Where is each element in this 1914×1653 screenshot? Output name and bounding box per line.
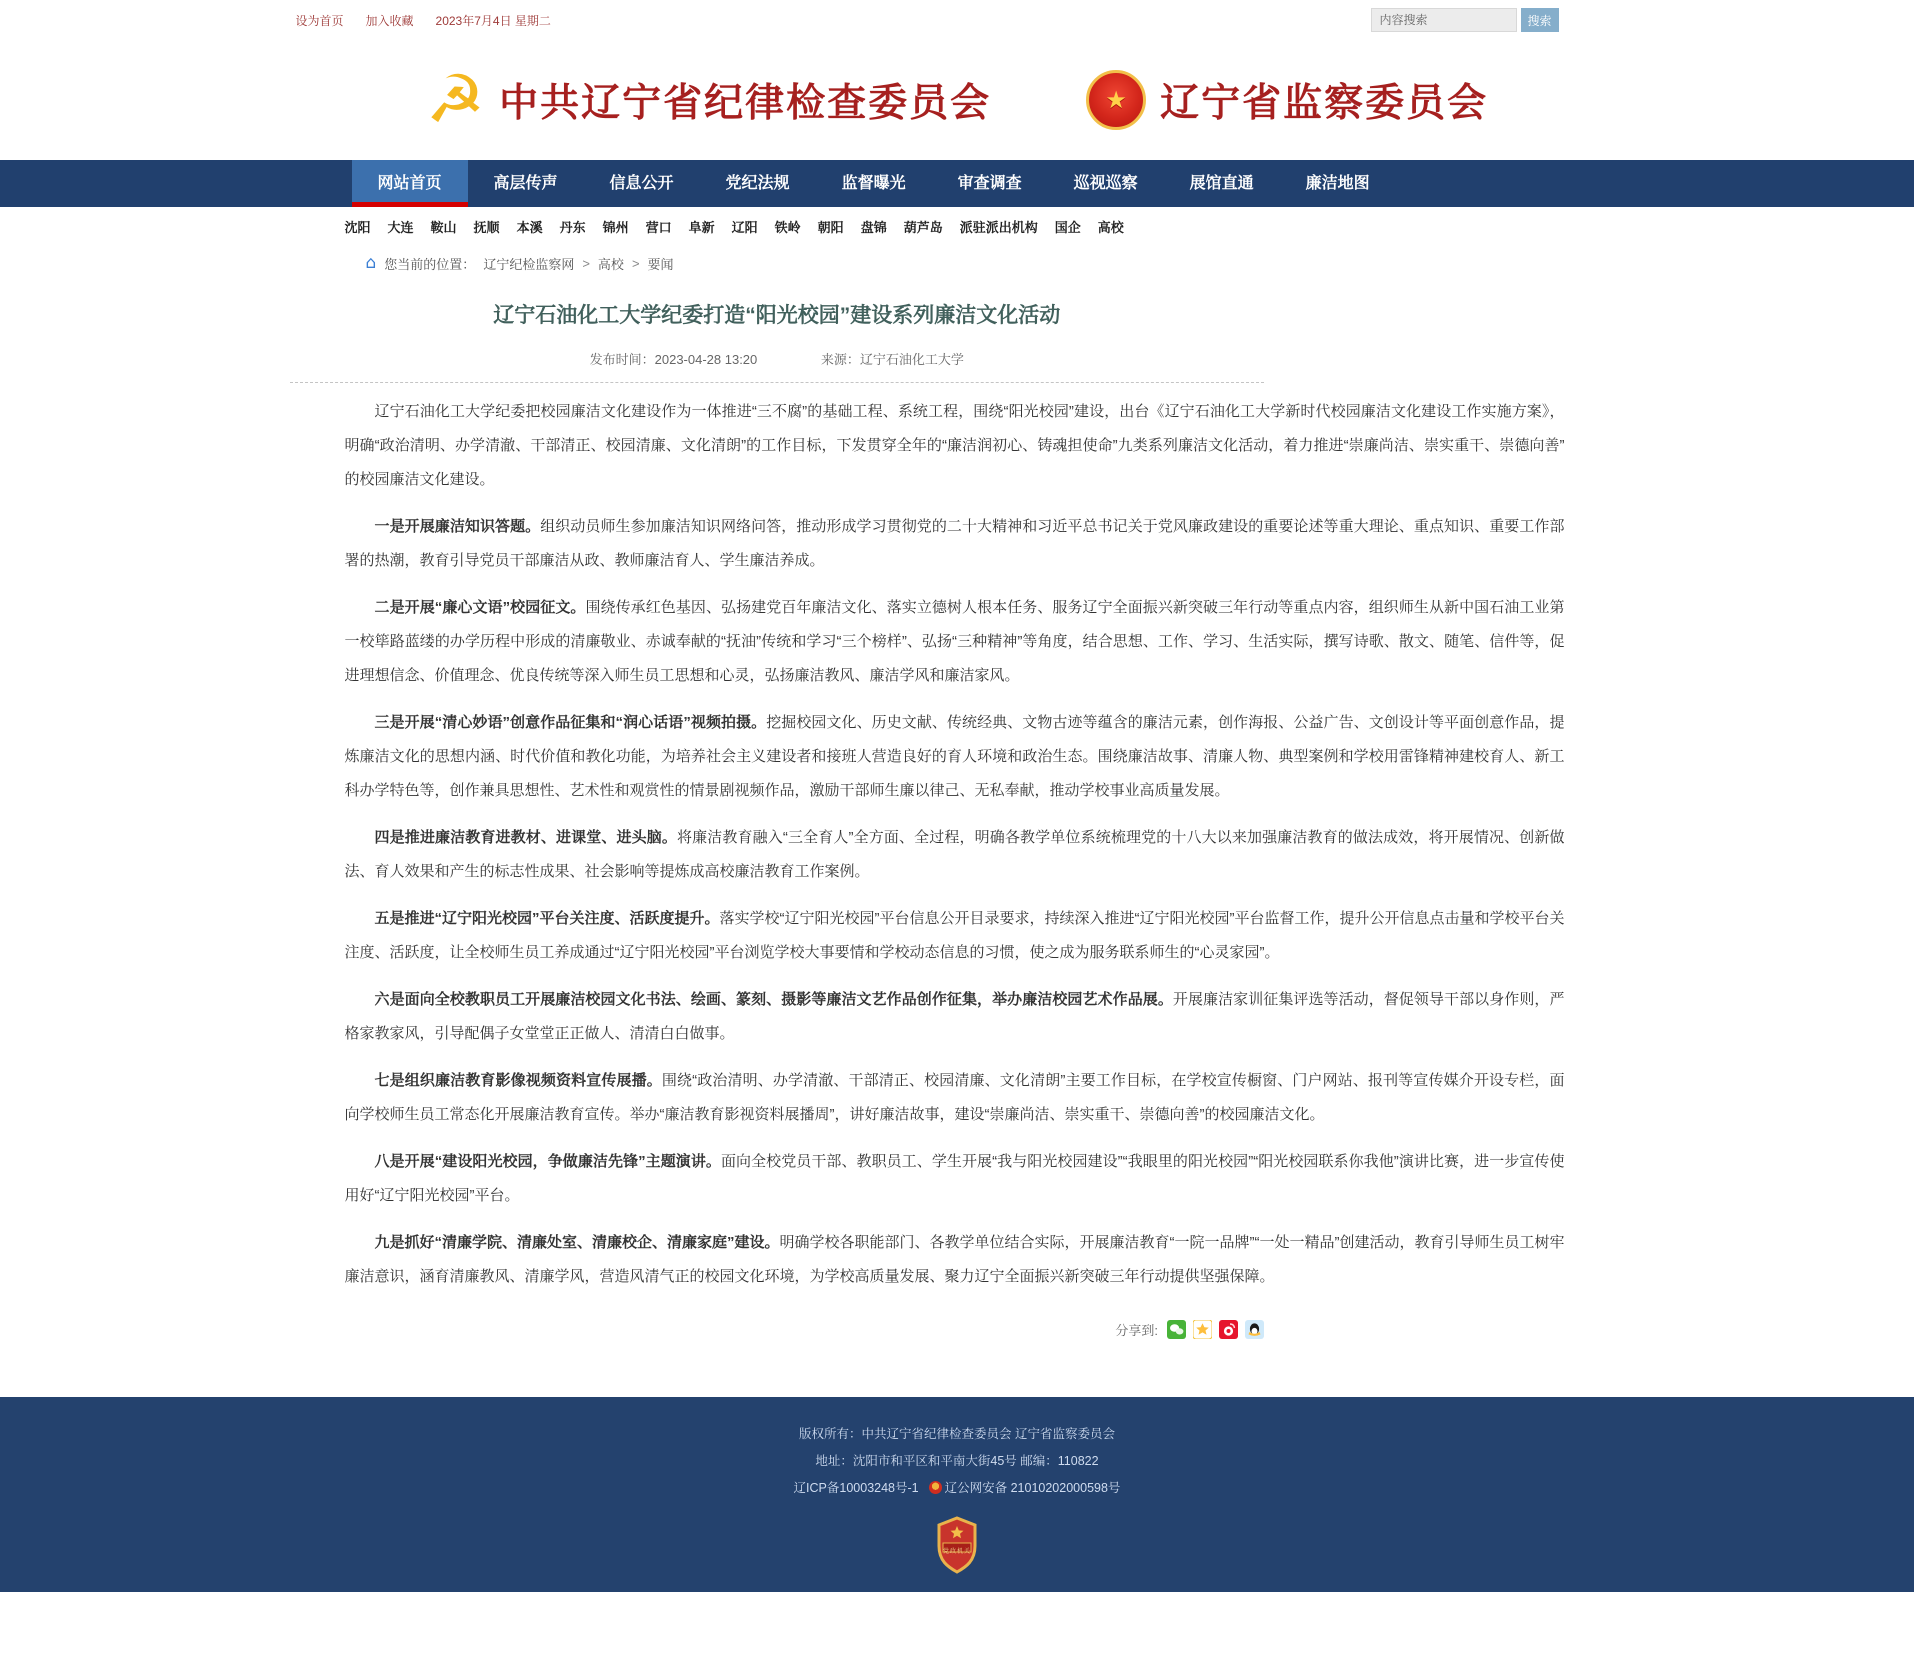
subnav-item-dandong[interactable]: 丹东 — [559, 219, 586, 235]
subnav-item-gaoxiao[interactable]: 高校 — [1097, 219, 1124, 235]
article-head — [290, 299, 1265, 383]
publish-time-value: 2023-04-28 13:20 — [654, 351, 758, 367]
publish-time-label: 发布时间： — [589, 351, 655, 367]
paragraph-lead: 一是开展廉洁知识答题。 — [374, 517, 541, 535]
paragraph-text: 挖掘校园文化、历史文献、传统经典、文物古迹等蕴含的廉洁元素，创作海报、公益广告、文创设计等平面创意作品，提炼廉洁文化的思想内涵、时代价值和教化功能，为培养社会主义建设者和接班人营造良好的育人环境和政治生态。围绕廉洁故事、清廉人物、典型案例和学校用雷锋精神建校育人、新工科办学特色等，创作兼具思想性、艺术性和观赏性的情景剧视频作品，激励干部师生廉以律己、无私奉献，推动学校事业高质量发展。 — [344, 713, 1565, 799]
paragraph-lead: 八是开展“建设阳光校园，争做廉洁先锋”主题演讲。 — [374, 1152, 721, 1170]
city-subnav — [0, 207, 1914, 245]
main-navbar — [0, 160, 1914, 207]
beian-badge-icon — [929, 1481, 942, 1494]
beian-link[interactable]: 辽公网安备 21010202000598号 — [944, 1480, 1121, 1495]
subnav-item-panjin[interactable]: 盘锦 — [860, 219, 887, 235]
national-emblem-icon — [1086, 70, 1146, 130]
breadcrumb — [0, 245, 1914, 281]
brand-supervisory-commission[interactable] — [1086, 70, 1488, 130]
subnav-item-jinzhou[interactable]: 锦州 — [602, 219, 629, 235]
subnav-item-chaoyang[interactable]: 朝阳 — [817, 219, 844, 235]
site-title-supervisory-commission: 辽宁省监察委员会 — [1160, 82, 1489, 125]
nav-item-jiandu[interactable]: 监督曝光 — [841, 174, 906, 192]
nav-item-home[interactable]: 网站首页 — [352, 160, 468, 207]
nav-item-gaoceng[interactable]: 高层传声 — [493, 174, 558, 192]
site-title-discipline-commission: 中共辽宁省纪律检查委员会 — [499, 82, 992, 125]
nav-item-xinxi[interactable]: 信息公开 — [609, 174, 674, 192]
article-paragraph — [345, 983, 1565, 1051]
subnav-item-fushun[interactable]: 抚顺 — [473, 219, 500, 235]
breadcrumb-category-link[interactable]: 要闻 — [647, 256, 674, 272]
footer-address: 地址：沈阳市和平区和平南大街45号 邮编：110822 — [815, 1453, 1099, 1468]
subnav-item-anshan[interactable]: 鞍山 — [430, 219, 457, 235]
article-title: 辽宁石油化工大学纪委打造“阳光校园”建设系列廉洁文化活动 — [493, 304, 1061, 327]
footer-icp-line — [0, 1475, 1914, 1502]
nav-item-lianjie-map[interactable]: 廉洁地图 — [1305, 174, 1370, 192]
paragraph-lead: 七是组织廉洁教育影像视频资料宣传展播。 — [374, 1071, 662, 1089]
weibo-share-icon[interactable] — [1219, 1320, 1238, 1339]
article-container — [290, 299, 1625, 1339]
subnav-item-liaoyang[interactable]: 辽阳 — [731, 219, 758, 235]
gov-badge-shield-icon — [935, 1516, 979, 1574]
search-button[interactable]: 搜索 — [1521, 8, 1559, 32]
search-input[interactable] — [1371, 8, 1517, 32]
gov-badge-text: 党政机关 — [942, 1548, 971, 1555]
subnav-item-paizhu[interactable]: 派驻派出机构 — [959, 219, 1038, 235]
paragraph-lead: 六是面向全校教职员工开展廉洁校园文化书法、绘画、篆刻、摄影等廉洁文艺作品创作征集，举办廉洁校园艺术作品展。 — [374, 990, 1173, 1008]
emblem-star-icon: ★ — [1105, 86, 1127, 114]
subnav-item-tieling[interactable]: 铁岭 — [774, 219, 801, 235]
search-group — [1371, 8, 1559, 32]
subnav-item-yingkou[interactable]: 营口 — [645, 219, 672, 235]
source-value: 辽宁石油化工大学 — [859, 351, 964, 367]
article-paragraph — [345, 510, 1565, 578]
article-paragraph — [345, 706, 1565, 808]
paragraph-lead: 二是开展“廉心文语”校园征文。 — [374, 598, 586, 616]
share-row — [290, 1320, 1265, 1339]
site-header — [290, 40, 1625, 160]
set-homepage-link[interactable]: 设为首页 — [295, 13, 344, 28]
breadcrumb-section-link[interactable]: 高校 — [597, 256, 624, 272]
paragraph-text: 开展廉洁家训征集评选等活动，督促领导干部以身作则，严格家教家风，引导配偶子女堂堂正正做人、清清白白做事。 — [344, 990, 1565, 1042]
breadcrumb-prefix: 您当前的位置： — [384, 256, 476, 272]
paragraph-lead: 九是抓好“清廉学院、清廉处室、清廉校企、清廉家庭”建设。 — [374, 1233, 780, 1251]
nav-item-zhanguan[interactable]: 展馆直通 — [1189, 174, 1254, 192]
icp-link[interactable]: 辽ICP备10003248号-1 — [793, 1480, 919, 1495]
subnav-item-huludao[interactable]: 葫芦岛 — [903, 219, 943, 235]
topbar — [0, 0, 1914, 40]
paragraph-text: 落实学校“辽宁阳光校园”平台信息公开目录要求，持续深入推进“辽宁阳光校园”平台监督工作，提升公开信息点击量和学校平台关注度、活跃度，让全校师生员工养成通过“辽宁阳光校园”平台浏览学校大事要情和学校动态信息的习惯，使之成为服务联系师生的“心灵家园”。 — [344, 909, 1565, 961]
article-paragraph — [345, 395, 1565, 497]
paragraph-text: 将廉洁教育融入“三全育人”全方面、全过程，明确各教学单位系统梳理党的十八大以来加强廉洁教育的做法成效，将开展情况、创新做法、育人效果和产生的标志性成果、社会影响等提炼成高校廉洁教育工作案例。 — [344, 828, 1565, 880]
article-paragraph — [345, 1226, 1565, 1294]
brand-discipline-commission[interactable] — [425, 61, 992, 138]
nav-item-xunshi[interactable]: 巡视巡察 — [1073, 174, 1138, 192]
nav-item-shencha[interactable]: 审查调查 — [957, 174, 1022, 192]
paragraph-lead: 五是推进“辽宁阳光校园”平台关注度、活跃度提升。 — [374, 909, 720, 927]
breadcrumb-separator: > — [582, 255, 590, 271]
article-paragraph — [345, 1064, 1565, 1132]
breadcrumb-site-link[interactable]: 辽宁纪检监察网 — [483, 256, 575, 272]
paragraph-text: 围绕“政治清明、办学清澈、干部清正、校园清廉、文化清朗”主要工作目标，在学校宣传橱窗、门户网站、报刊等宣传媒介开设专栏，面向学校师生员工常态化开展廉洁教育宣传。举办“廉洁教育影视资料展播周”，讲好廉洁故事，建设“崇廉尚洁、崇实重干、崇德向善”的校园廉洁文化。 — [344, 1071, 1565, 1123]
add-favorite-link[interactable]: 加入收藏 — [365, 13, 414, 28]
subnav-item-dalian[interactable]: 大连 — [387, 219, 414, 235]
subnav-item-fuxin[interactable]: 阜新 — [688, 219, 715, 235]
paragraph-lead: 三是开展“清心妙语”创意作品征集和“润心话语”视频拍摄。 — [374, 713, 767, 731]
subnav-item-benxi[interactable]: 本溪 — [516, 219, 543, 235]
article-paragraph — [345, 1145, 1565, 1213]
footer-copyright: 版权所有：中共辽宁省纪律检查委员会 辽宁省监察委员会 — [799, 1426, 1115, 1441]
paragraph-text: 组织动员师生参加廉洁知识网络问答，推动形成学习贯彻党的二十大精神和习近平总书记关于党风廉政建设的重要论述等重大理论、重点知识、重要工作部署的热潮，教育引导党员干部廉洁从政、教师廉洁育人、学生廉洁养成。 — [344, 517, 1565, 569]
article-paragraph — [345, 821, 1565, 889]
paragraph-text: 明确学校各职能部门、各教学单位结合实际，开展廉洁教育“一院一品牌”“一处一精品”创建活动，教育引导师生员工树牢廉洁意识，涵育清廉教风、清廉学风，营造风清气正的校园文化环境，为学校高质量发展、聚力辽宁全面振兴新突破三年行动提供坚强保障。 — [344, 1233, 1565, 1285]
wechat-share-icon[interactable] — [1167, 1320, 1186, 1339]
source-label: 来源： — [820, 351, 860, 367]
article-paragraph — [345, 591, 1565, 693]
paragraph-lead: 四是推进廉洁教育进教材、进课堂、进头脑。 — [374, 828, 678, 846]
date-text: 2023年7月4日 星期二 — [435, 13, 551, 28]
article-source — [821, 352, 964, 367]
qzone-share-icon[interactable] — [1193, 1320, 1212, 1339]
home-icon: ⌂ — [365, 252, 377, 273]
article-body — [290, 383, 1625, 1294]
paragraph-text: 面向全校党员干部、教职员工、学生开展“我与阳光校园建设”“我眼里的阳光校园”“阳光校园联系你我他”演讲比赛，进一步宣传使用好“辽宁阳光校园”平台。 — [344, 1152, 1565, 1204]
publish-time — [590, 352, 758, 367]
share-label: 分享到: — [1115, 1322, 1159, 1338]
breadcrumb-separator: > — [631, 255, 640, 271]
paragraph-text: 辽宁石油化工大学纪委把校园廉洁文化建设作为一体推进“三不腐”的基础工程、系统工程，围绕“阳光校园”建设，出台《辽宁石油化工大学新时代校园廉洁文化建设工作实施方案》，明确“政治清明、办学清澈、干部清正、校园清廉、文化清朗”的工作目标，下发贯穿全年的“廉洁润初心、铸魂担使命”九类系列廉洁文化活动，着力推进“崇廉尚洁、崇实重干、崇德向善”的校园廉洁文化建设。 — [344, 402, 1565, 488]
nav-item-dangji[interactable]: 党纪法规 — [725, 174, 790, 192]
article-meta — [290, 349, 1265, 368]
paragraph-text: 围绕传承红色基因、弘扬建党百年廉洁文化、落实立德树人根本任务、服务辽宁全面振兴新突破三年行动等重点内容，组织师生从新中国石油工业第一校筚路蓝缕的办学历程中形成的清廉敬业、赤诚奉献的“抚油”传统和学习“三个榜样”、弘扬“三种精神”等角度，结合思想、工作、学习、生活实际，撰写诗歌、散文、随笔、信件等，促进理想信念、价值理念、优良传统等深入师生员工思想和心灵，弘扬廉洁教风、廉洁学风和廉洁家风。 — [344, 598, 1565, 684]
page-footer — [0, 1397, 1914, 1592]
qq-share-icon[interactable] — [1245, 1320, 1264, 1339]
gov-agency-badge — [935, 1516, 979, 1574]
subnav-item-guoqi[interactable]: 国企 — [1054, 219, 1081, 235]
article-paragraph — [345, 902, 1565, 970]
subnav-item-shenyang[interactable]: 沈阳 — [344, 219, 371, 235]
party-emblem-icon: ☭ — [425, 61, 486, 138]
